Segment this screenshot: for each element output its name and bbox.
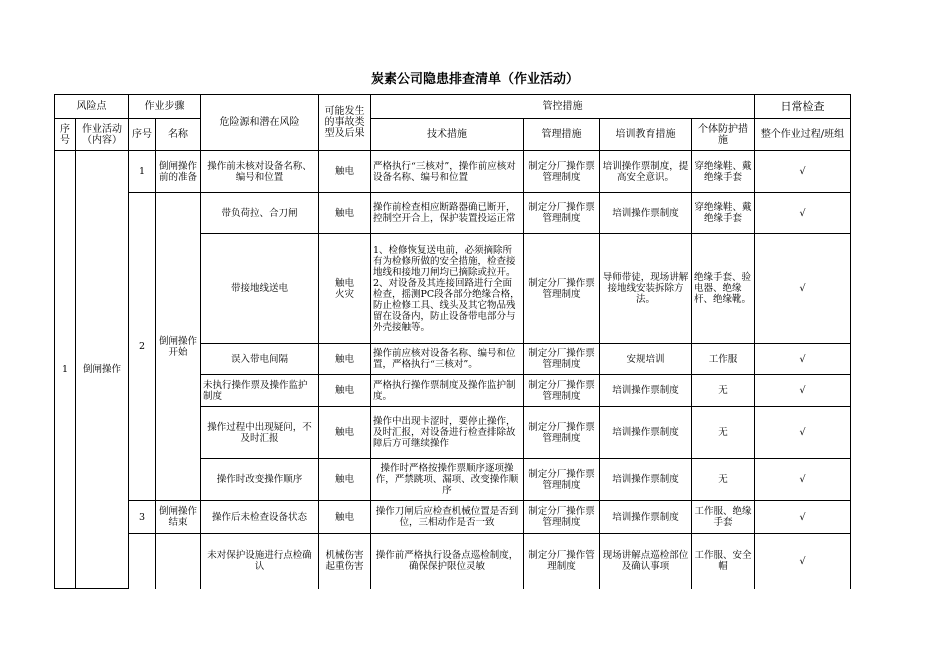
tech-cell: 严格执行操作票制度及操作监护制度。 <box>371 375 524 407</box>
hazard-cell: 带接地线送电 <box>201 234 319 344</box>
mgmt-cell: 制定分厂操作票管理制度 <box>524 375 600 407</box>
mgmt-cell: 制定分厂操作票管理制度 <box>524 501 600 534</box>
mgmt-cell: 制定分厂操作票管理制度 <box>524 193 600 234</box>
mgmt-cell: 制定分厂操作票管理制度 <box>524 234 600 344</box>
table-row <box>55 501 851 534</box>
hazard-cell: 操作过程中出现疑问，不及时汇报 <box>201 407 319 459</box>
step-seq: 3 <box>129 501 156 534</box>
header-accident-type: 可能发生的事故类型及后果 <box>319 95 371 151</box>
tech-cell: 操作时严格按操作票顺序逐项操作，严禁跳项、漏项、改变操作顺序 <box>371 459 524 501</box>
header-training-measures: 培训教育措施 <box>600 119 692 151</box>
header-control-measures: 管控措施 <box>371 95 755 119</box>
header-risk-point: 风险点 <box>55 95 129 119</box>
step-name: 倒闸操作前的准备 <box>156 151 201 193</box>
accident-cell: 触电 <box>319 193 371 234</box>
ppe-cell: 工作服、绝缘手套 <box>692 501 755 534</box>
check-mark: √ <box>755 344 851 375</box>
table-row <box>55 151 851 193</box>
table-row <box>55 193 851 234</box>
check-mark: √ <box>755 193 851 234</box>
training-cell: 培训操作票制度 <box>600 501 692 534</box>
table-row <box>55 534 851 589</box>
step-seq: 2 <box>129 193 156 501</box>
hazard-cell: 带负荷拉、合刀闸 <box>201 193 319 234</box>
hazard-cell: 未对保护设施进行点检确认 <box>201 534 319 589</box>
group-seq: 1 <box>55 151 76 589</box>
step-seq-empty <box>129 534 156 589</box>
header-hazard: 危险源和潜在风险 <box>201 95 319 151</box>
header-mgmt-measures: 管理措施 <box>524 119 600 151</box>
tech-cell: 操作中出现卡涩时，要停止操作，及时汇报，对设备进行检查排除故障后方可继续操作 <box>371 407 524 459</box>
check-mark: √ <box>755 151 851 193</box>
check-mark: √ <box>755 234 851 344</box>
ppe-cell: 无 <box>692 459 755 501</box>
check-mark: √ <box>755 534 851 589</box>
header-seq: 序号 <box>55 119 76 151</box>
header-ppe-measures: 个体防护措施 <box>692 119 755 151</box>
step-name-empty <box>156 534 201 589</box>
training-cell: 培训操作票制度 <box>600 407 692 459</box>
ppe-cell: 穿绝缘鞋、戴绝缘手套 <box>692 193 755 234</box>
mgmt-cell: 制定分厂操作票管理制度 <box>524 407 600 459</box>
hazard-cell: 操作后未检查设备状态 <box>201 501 319 534</box>
tech-cell: 操作前应核对设备名称、编号和位置，严格执行“三核对”。 <box>371 344 524 375</box>
ppe-cell: 工作服、安全帽 <box>692 534 755 589</box>
ppe-cell: 穿绝缘鞋、戴绝缘手套 <box>692 151 755 193</box>
accident-cell: 触电 火灾 <box>319 234 371 344</box>
training-cell: 现场讲解点巡检部位及确认事项 <box>600 534 692 589</box>
accident-cell: 触电 <box>319 501 371 534</box>
ppe-cell: 工作服 <box>692 344 755 375</box>
training-cell: 培训操作票制度，提高安全意识。 <box>600 151 692 193</box>
page-title: 炭素公司隐患排查清单（作业活动） <box>370 72 579 87</box>
ppe-cell: 无 <box>692 375 755 407</box>
mgmt-cell: 制定分厂操作管理制度 <box>524 534 600 589</box>
training-cell: 导师带徒，现场讲解接地线安装拆除方法。 <box>600 234 692 344</box>
header-steps: 作业步骤 <box>129 95 201 119</box>
check-mark: √ <box>755 459 851 501</box>
header-step-name: 名称 <box>156 119 201 151</box>
step-seq: 1 <box>129 151 156 193</box>
header-step-seq: 序号 <box>129 119 156 151</box>
tech-cell: 操作前严格执行设备点巡检制度，确保保护限位灵敏 <box>371 534 524 589</box>
check-mark: √ <box>755 407 851 459</box>
header-tech-measures: 技术措施 <box>371 119 524 151</box>
check-mark: √ <box>755 375 851 407</box>
step-name: 倒闸操作开始 <box>156 193 201 501</box>
accident-cell: 触电 <box>319 407 371 459</box>
training-cell: 培训操作票制度 <box>600 193 692 234</box>
check-mark: √ <box>755 501 851 534</box>
group-activity: 倒闸操作 <box>76 151 129 589</box>
step-name: 倒闸操作结束 <box>156 501 201 534</box>
accident-cell: 机械伤害起重伤害 <box>319 534 371 589</box>
header-daily-check: 日常检查 <box>755 95 851 119</box>
training-cell: 安规培训 <box>600 344 692 375</box>
header-activity: 作业活动（内容） <box>76 119 129 151</box>
mgmt-cell: 制定分厂操作票管理制度 <box>524 459 600 501</box>
tech-cell: 1、检修恢复送电前，必须摘除所有为检修所做的安全措施，检查接地线和接地刀闸均已摘除或拉开。2、对设备及其连接回路进行全面检查，摇测PC段各部分绝缘合格，防止检修工具、线头及其它物品残留在设备内，防止设备带电部分与外壳接触等。 <box>371 234 524 344</box>
hazard-cell: 操作时改变操作顺序 <box>201 459 319 501</box>
ppe-cell: 无 <box>692 407 755 459</box>
hazard-cell: 未执行操作票及操作监护制度 <box>201 375 319 407</box>
accident-cell: 触电 <box>319 459 371 501</box>
hazard-cell: 操作前未核对设备名称、编号和位置 <box>201 151 319 193</box>
accident-cell: 触电 <box>319 151 371 193</box>
tech-cell: 严格执行“三核对”，操作前应核对设备名称、编号和位置 <box>371 151 524 193</box>
training-cell: 培训操作票制度 <box>600 375 692 407</box>
training-cell: 培训操作票制度 <box>600 459 692 501</box>
ppe-cell: 绝缘手套、验电器、绝缘杆、绝缘靴。 <box>692 234 755 344</box>
header-whole-process: 整个作业过程/班组 <box>755 119 851 151</box>
accident-cell: 触电 <box>319 375 371 407</box>
tech-cell: 操作前检查相应断路器确已断开，控制空开合上，保护装置投运正常 <box>371 193 524 234</box>
accident-cell: 触电 <box>319 344 371 375</box>
tech-cell: 操作刀闸后应检查机械位置是否到位，三相动作是否一致 <box>371 501 524 534</box>
mgmt-cell: 制定分厂操作票管理制度 <box>524 344 600 375</box>
mgmt-cell: 制定分厂操作票管理制度 <box>524 151 600 193</box>
hazard-cell: 误入带电间隔 <box>201 344 319 375</box>
hazard-checklist-table <box>54 94 851 589</box>
